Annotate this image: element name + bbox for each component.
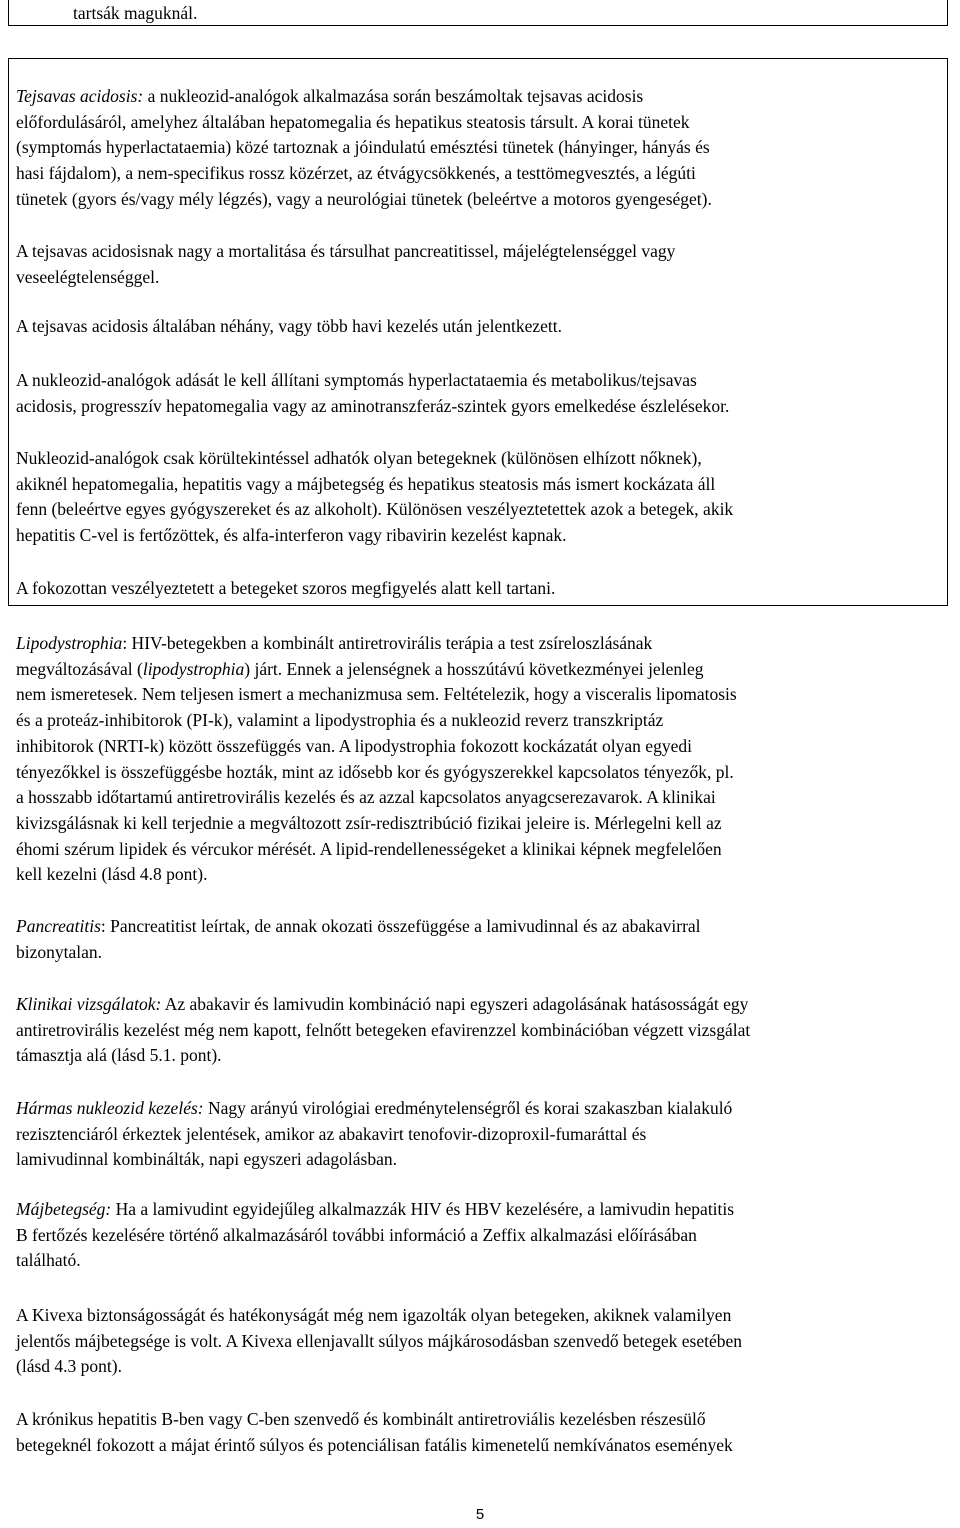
paragraph-leallitas: A nukleozid-analógok adását le kell állítani symptomás hyperlactataemia és metabolikus/tejsavas acidosis, progresszív hepatomegalia vagy az aminotranszferáz-szintek gyors emelkedése észlelésekor. (16, 370, 730, 416)
section-title-klinikai-vizsgalatok: Klinikai vizsgálatok: (16, 994, 162, 1014)
section-title-majbetegseg: Májbetegség: (16, 1199, 112, 1219)
section-title-pancreatitis: Pancreatitis (16, 916, 101, 936)
page-number: 5 (475, 1506, 485, 1523)
paragraph-klinikai-vizsgalatok: Klinikai vizsgálatok: Az abakavir és lamivudin kombináció napi egyszeri adagolásának hatásosságát egy antiretrovirális kezelést még nem kapott, felnőtt betegeken efavirenzzel kombinációban végzett vizsgálat támasztja alá (lásd 5.1. pont). (16, 994, 751, 1066)
paragraph-harmas-nukleozid: Hármas nukleozid kezelés: Nagy arányú virológiai eredménytelenségről és korai szakaszban kialakuló rezisztenciáról érkeztek jelentések, amikor az abakavirt tenofovir-dizoproxil-fumaráttal és lamivudinnal kombinálták, napi egyszeri adagolásban. (16, 1098, 733, 1170)
paragraph-mortalitas: A tejsavas acidosisnak nagy a mortalitása és társulhat pancreatitissel, májelégtelenséggel vagy veseelégtelenséggel. (16, 241, 676, 287)
warning-box-text: tartsák maguknál. (73, 3, 198, 23)
paragraph-megfigyeles: A fokozottan veszélyeztetett a betegeket szoros megfigyelés alatt kell tartani. (16, 578, 556, 598)
section-title-tejsavas-acidosis: Tejsavas acidosis: (16, 86, 144, 106)
paragraph-kronikus-hepatitis: A krónikus hepatitis B-ben vagy C-ben szenvedő és kombinált antiretroviális kezelésben részesülő betegeknél fokozott a májat érintő súlyos és potenciálisan fatális kimenetelű nemkívánatos események (16, 1409, 733, 1455)
paragraph-lipodystrophia: Lipodystrophia: HIV-betegekben a kombinált antiretrovirális terápia a test zsíreloszlásának megváltozásával (lipodystrophia) járt. Ennek a jelenségnek a hosszútávú következményei jelenleg nem ismeretesek. Nem teljesen ismert a mechanizmusa sem. Feltételezik, hogy a visceralis lipomatosis és a proteáz-inhibitorok (PI-k), valamint a lipodystrophia és a nukleozid reverz transzkriptáz inhibitorok (NRTI-k) között összefüggés van. A lipodystrophia fokozott kockázatát olyan egyedi tényezőkkel is összefüggésbe hozták, mint az idősebb kor és gyógyszerekkel kapcsolatos tényezők, pl. a hosszabb időtartamú antiretrovirális kezelés és az azzal kapcsolatos anyagcserezavarok. A klinikai kivizsgálásnak ki kell terjednie a megváltozott zsír-redisztribúció fizikai jeleire is. Mérlegelni kell az éhomi szérum lipidek és vércukor mérését. A lipid-rendellenességeket a klinikai képnek megfelelően kell kezelni (lásd 4.8 pont). (16, 633, 737, 885)
section-title-harmas-nukleozid: Hármas nukleozid kezelés: (16, 1098, 204, 1118)
warning-box-continued (8, 0, 948, 26)
paragraph-tejsavas-acidosis: Tejsavas acidosis: a nukleozid-analógok alkalmazása során beszámoltak tejsavas acidosis előfordulásáról, amelyhez általában hepatomegalia és hepatikus steatosis társult. A korai tünetek (symptomás hyperlactataemia) közé tartoznak a jóindulatú emésztési tünetek (hányinger, hányás és hasi fájdalom), a nem-specifikus rossz közérzet, az étvágycsökkenés, a testtömegvesztés, a légúti tünetek (gyors és/vagy mély légzés), vagy a neurológiai tünetek (beleértve a motoros gyengeséget). (16, 86, 712, 209)
paragraph-majbetegseg: Májbetegség: Ha a lamivudint egyidejűleg alkalmazzák HIV és HBV kezelésére, a lamivudin hepatitis B fertőzés kezelésére történő alkalmazásáról további információ a Zeffix alkalmazási előírásában található. (16, 1199, 735, 1271)
paragraph-kivexa: A Kivexa biztonságosságát és hatékonyságát még nem igazolták olyan betegeken, akiknek valamilyen jelentős májbetegsége is volt. A Kivexa ellenjavallt súlyos májkárosodásban szenvedő betegek esetében (lásd 4.3 pont). (16, 1305, 743, 1377)
section-title-lipodystrophia: Lipodystrophia (16, 633, 123, 653)
paragraph-altalaban: A tejsavas acidosis általában néhány, vagy több havi kezelés után jelentkezett. (16, 316, 563, 336)
paragraph-korultekintes: Nukleozid-analógok csak körültekintéssel adhatók olyan betegeknek (különösen elhízott nőknek), akiknél hepatomegalia, hepatitis vagy a májbetegség és hepatikus steatosis más ismert kockázata áll fenn (beleértve egyes gyógyszereket és az alkoholt). Különösen veszélyeztetettek azok a betegek, akik hepatitis C-vel is fertőzöttek, és alfa-interferon vagy ribavirin kezelést kapnak. (16, 448, 734, 546)
paragraph-pancreatitis: Pancreatitis: Pancreatitist leírtak, de annak okozati összefüggése a lamivudinnal és az abakavirral bizonytalan. (16, 916, 701, 962)
